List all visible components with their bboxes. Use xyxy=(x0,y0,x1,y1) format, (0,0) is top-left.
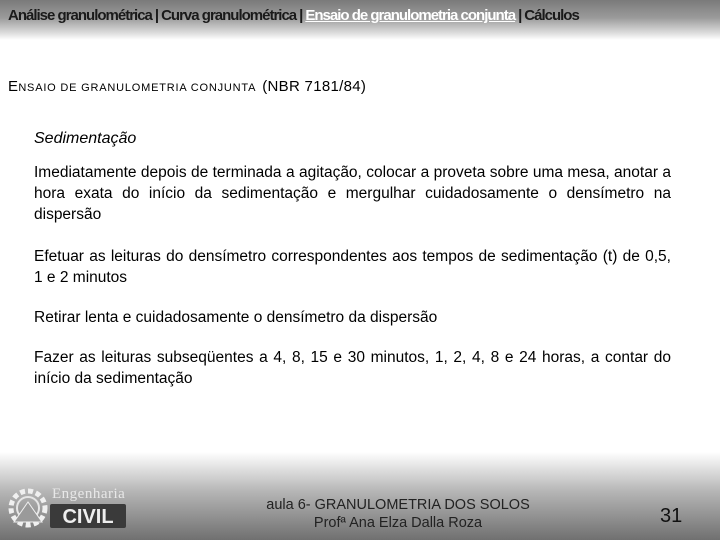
paragraph-3: Retirar lenta e cuidadosamente o densímetro da dispersão xyxy=(34,309,438,326)
breadcrumb-item-analise[interactable]: Análise granulométrica xyxy=(8,7,152,24)
slide-title-smallcaps: NSAIO DE GRANULOMETRIA CONJUNTA xyxy=(18,82,257,94)
breadcrumb-separator: | xyxy=(154,7,159,24)
logo-text: Engenharia xyxy=(52,486,126,502)
footer-course-info xyxy=(243,496,553,532)
section-subheading: Sedimentação xyxy=(34,130,137,147)
paragraph-4: Fazer as leituras subseqüentes a 4, 8, 15 e 30 minutos, 1, 2, 4, 8 e 24 horas, a contar do início da sedimentação xyxy=(34,349,671,387)
paragraph-2: Efetuar as leituras do densímetro correspondentes aos tempos de sedimentação (t) de 0,5, 1 e 2 minutos xyxy=(34,248,671,286)
page-number: 31 xyxy=(660,505,683,527)
breadcrumb-separator: | xyxy=(518,7,522,24)
slide-title xyxy=(8,78,366,95)
paragraph-1: Imediatamente depois de terminada a agitação, colocar a proveta sobre uma mesa, anotar a hora exata do início da sedimentação e mergulhar cuidadosamente o densímetro na dispersão xyxy=(34,164,671,223)
slide-title-initial: E xyxy=(8,78,19,95)
breadcrumb-item-calculos[interactable]: Cálculos xyxy=(524,7,579,24)
slide-title-norm: (NBR 7181/84) xyxy=(262,78,367,95)
footer-professor: Profª Ana Elza Dalla Roza xyxy=(313,515,483,531)
breadcrumb-separator: | xyxy=(299,7,303,24)
breadcrumb-item-curva[interactable]: Curva granulométrica xyxy=(161,7,297,24)
gear-icon xyxy=(11,491,45,525)
footer-course-title: aula 6- GRANULOMETRIA DOS SOLOS xyxy=(266,497,530,513)
svg-text:CIVIL: CIVIL xyxy=(62,506,114,528)
breadcrumb xyxy=(8,7,579,24)
header-bar xyxy=(0,0,720,40)
breadcrumb-item-ensaio-active[interactable]: Ensaio de granulometria conjunta xyxy=(305,7,516,24)
